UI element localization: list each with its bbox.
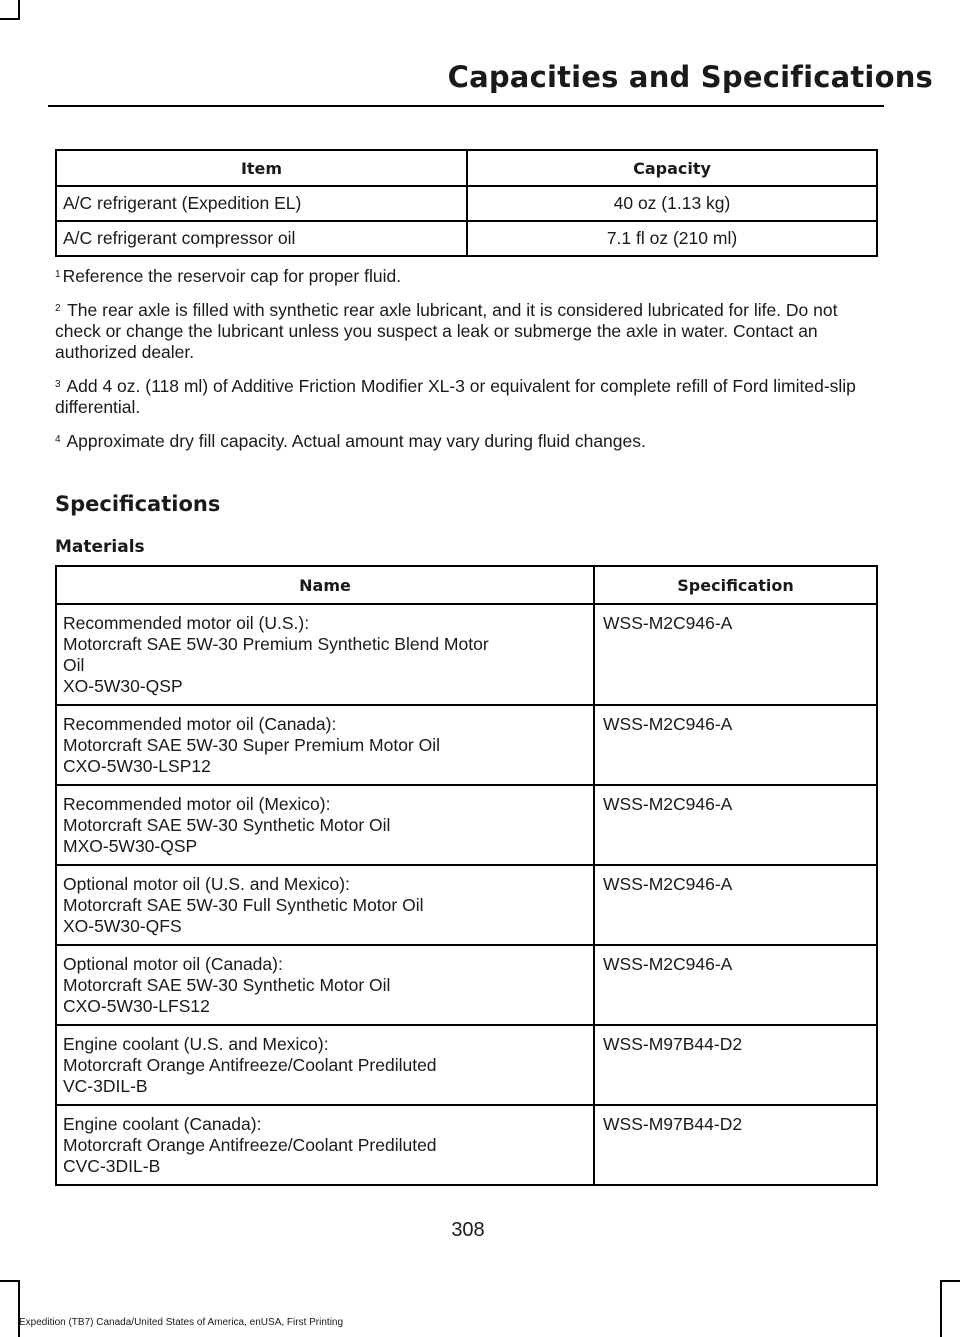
column-header-name: Name: [56, 566, 594, 604]
table-row: [56, 1105, 877, 1185]
name-line: Motorcraft SAE 5W-30 Super Premium Motor Oil: [63, 735, 441, 755]
footnotes: [55, 266, 880, 465]
capacity-cell: 40 oz (1.13 kg): [467, 186, 877, 221]
crop-mark: [18, 0, 20, 20]
footnote: [55, 266, 880, 287]
table-row: [56, 945, 877, 1025]
name-line: Motorcraft SAE 5W-30 Synthetic Motor Oil: [63, 975, 391, 995]
spec-cell: WSS-M2C946-A: [594, 865, 877, 945]
table-row: [56, 865, 877, 945]
name-line: Engine coolant (Canada):: [63, 1114, 262, 1134]
spec-cell: WSS-M2C946-A: [594, 945, 877, 1025]
table-header-row: [56, 566, 877, 604]
footnote-text: Reference the reservoir cap for proper fluid.: [62, 266, 402, 286]
footnote: [55, 431, 880, 452]
footnote-mark: 4: [55, 434, 61, 445]
name-cell: [56, 1105, 594, 1185]
table-row: [56, 705, 877, 785]
name-line: Motorcraft SAE 5W-30 Premium Synthetic Blend Motor: [63, 634, 489, 654]
name-line: Motorcraft SAE 5W-30 Full Synthetic Motor Oil: [63, 895, 424, 915]
crop-mark: [18, 1280, 20, 1337]
item-cell: A/C refrigerant compressor oil: [56, 221, 467, 256]
footnote-mark: 2: [55, 303, 61, 314]
table-row: [56, 604, 877, 705]
name-line: CXO-5W30-LSP12: [63, 756, 211, 776]
name-line: Engine coolant (U.S. and Mexico):: [63, 1034, 329, 1054]
name-cell: [56, 604, 594, 705]
title-divider: [48, 105, 884, 107]
footnote: [55, 300, 880, 363]
crop-mark: [0, 18, 20, 20]
footer-text: Expedition (TB7) Canada/United States of America, enUSA, First Printing: [19, 1317, 344, 1328]
footnote-mark: 1: [55, 269, 61, 280]
name-cell: [56, 865, 594, 945]
name-line: Oil: [63, 655, 85, 675]
materials-table: [55, 565, 878, 1186]
subsection-heading: Materials: [55, 537, 145, 557]
name-line: MXO-5W30-QSP: [63, 836, 198, 856]
name-line: Recommended motor oil (U.S.):: [63, 613, 310, 633]
name-line: Optional motor oil (Canada):: [63, 954, 283, 974]
capacity-cell: 7.1 fl oz (210 ml): [467, 221, 877, 256]
footnote-text: Add 4 oz. (118 ml) of Additive Friction Modifier XL-3 or equivalent for complete refill of Ford limited-slip differential.: [55, 376, 856, 417]
footnote: [55, 376, 880, 418]
name-line: Motorcraft SAE 5W-30 Synthetic Motor Oil: [63, 815, 391, 835]
spec-cell: WSS-M2C946-A: [594, 705, 877, 785]
table-header-row: [56, 150, 877, 186]
page-number: 308: [451, 1219, 485, 1241]
name-cell: [56, 705, 594, 785]
name-line: Motorcraft Orange Antifreeze/Coolant Prediluted: [63, 1135, 437, 1155]
name-line: Recommended motor oil (Mexico):: [63, 794, 331, 814]
name-line: Motorcraft Orange Antifreeze/Coolant Prediluted: [63, 1055, 437, 1075]
crop-mark: [940, 1280, 960, 1282]
page-title: Capacities and Specifications: [447, 60, 933, 94]
name-line: CVC-3DIL-B: [63, 1156, 161, 1176]
name-cell: [56, 1025, 594, 1105]
name-line: Optional motor oil (U.S. and Mexico):: [63, 874, 350, 894]
name-line: VC-3DIL-B: [63, 1076, 148, 1096]
spec-cell: WSS-M97B44-D2: [594, 1105, 877, 1185]
column-header-item: Item: [56, 150, 467, 186]
column-header-specification: Specification: [594, 566, 877, 604]
name-line: CXO-5W30-LFS12: [63, 996, 210, 1016]
table-row: [56, 785, 877, 865]
capacities-table: [55, 149, 878, 257]
footnote-mark: 3: [55, 379, 61, 390]
footnote-text: Approximate dry fill capacity. Actual amount may vary during fluid changes.: [62, 431, 646, 451]
name-cell: [56, 785, 594, 865]
item-cell: A/C refrigerant (Expedition EL): [56, 186, 467, 221]
table-row: [56, 1025, 877, 1105]
column-header-capacity: Capacity: [467, 150, 877, 186]
name-line: Recommended motor oil (Canada):: [63, 714, 337, 734]
name-cell: [56, 945, 594, 1025]
crop-mark: [0, 1280, 20, 1282]
name-line: XO-5W30-QFS: [63, 916, 182, 936]
table-row: [56, 186, 877, 221]
crop-mark: [940, 1280, 942, 1337]
table-row: [56, 221, 877, 256]
spec-cell: WSS-M2C946-A: [594, 604, 877, 705]
section-heading: Specifications: [55, 492, 221, 516]
footnote-text: The rear axle is filled with synthetic rear axle lubricant, and it is considered lubricated for life. Do not check or change the lubricant unless you suspect a leak or submerge the axle in water. Contact an authorized dealer.: [55, 300, 838, 362]
spec-cell: WSS-M2C946-A: [594, 785, 877, 865]
name-line: XO-5W30-QSP: [63, 676, 183, 696]
spec-cell: WSS-M97B44-D2: [594, 1025, 877, 1105]
